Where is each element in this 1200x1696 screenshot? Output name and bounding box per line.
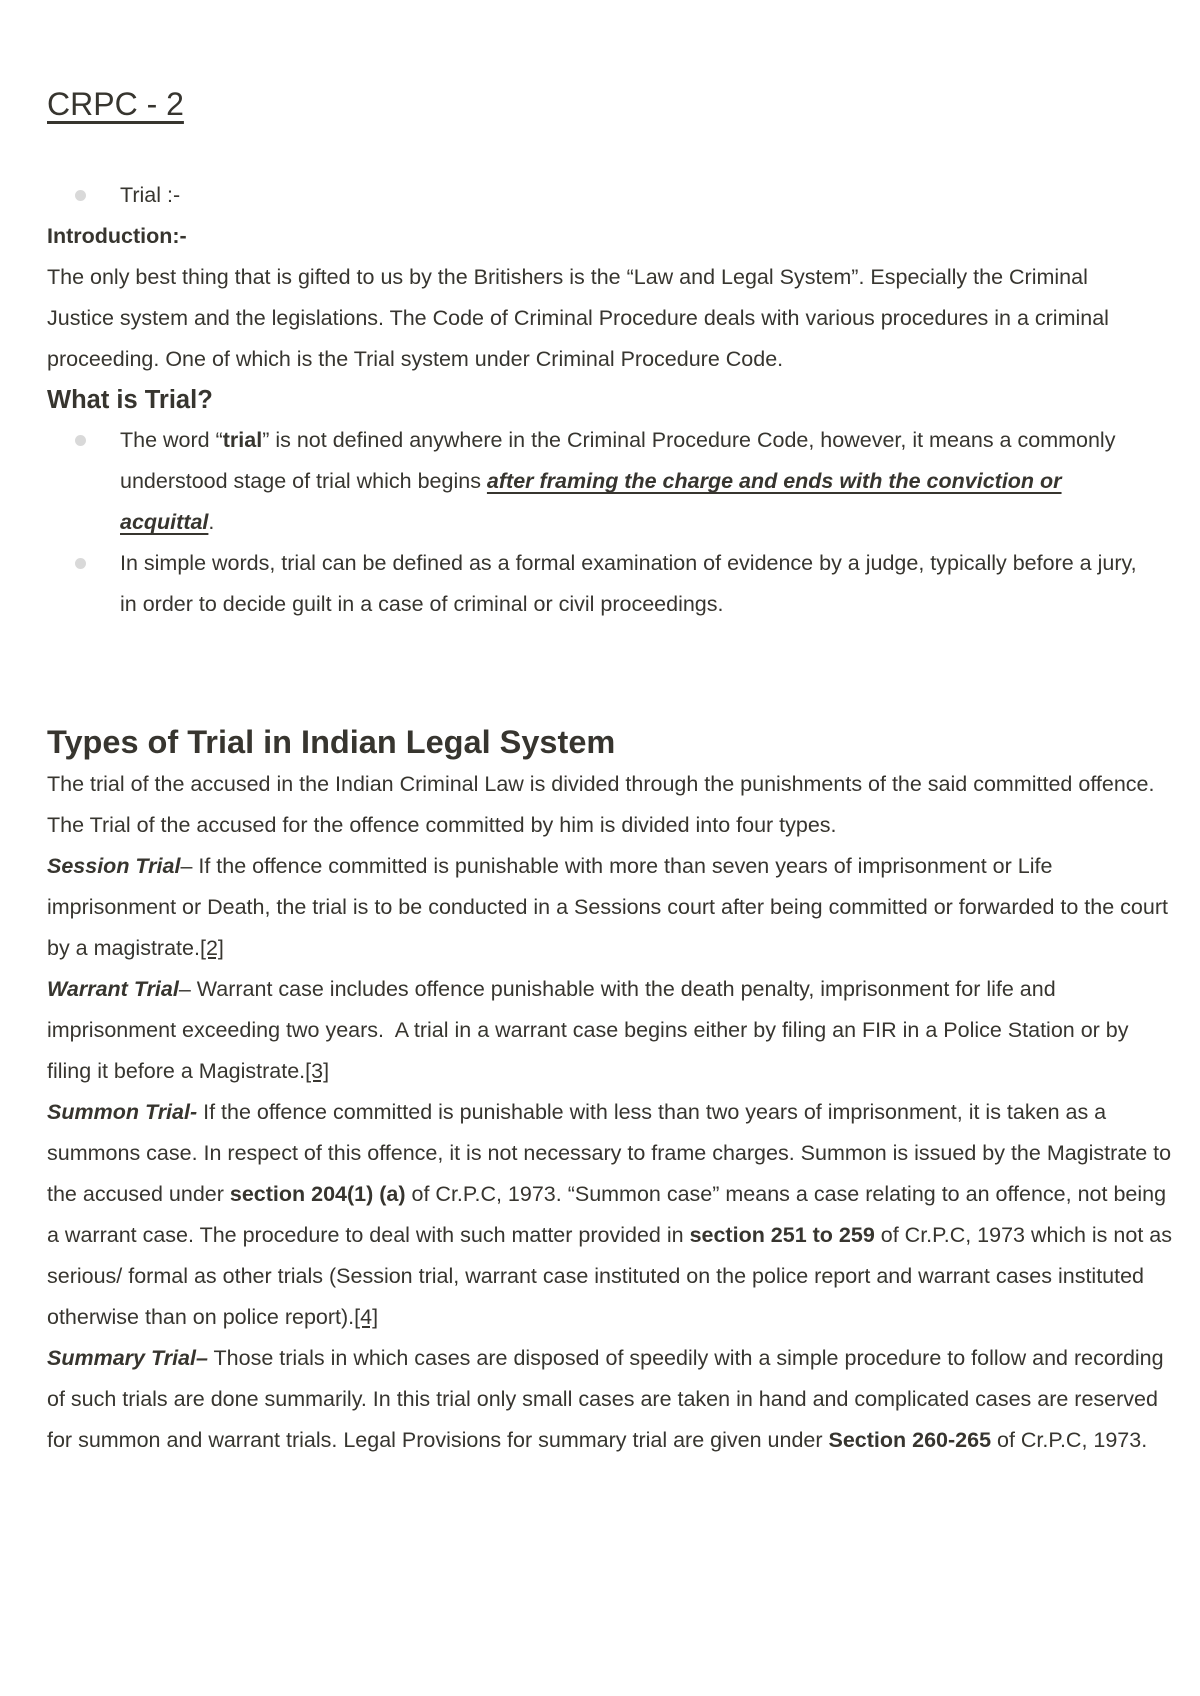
emphasis-text: after framing the charge and ends with the conviction or acquittal — [120, 469, 1062, 534]
text-segment: of Cr.P.C, 1973. — [991, 1428, 1148, 1452]
warrant-trial-label: Warrant Trial — [47, 977, 179, 1001]
text-segment: of Cr.P.C, 1973. “Summon case” means a case relating to an offence, not being a warrant case. The procedure to deal with such matter provided in — [47, 1182, 1167, 1247]
bullet-dot-icon — [75, 435, 86, 446]
list-item-text: Trial :- — [120, 183, 181, 207]
page-title: CRPC - 2 — [47, 86, 184, 122]
introduction-paragraph: The only best thing that is gifted to us by the Britishers is the “Law and Legal System”. Especially the Criminal Justice system and the legislations. The Code of Criminal Procedure deals with various procedures in a criminal proceeding. One of which is the Trial system under Criminal Procedure Code. — [47, 265, 1109, 371]
what-is-trial-heading: What is Trial? — [47, 386, 213, 414]
text-segment: If the offence committed is punishable with less than two years of imprisonment, it is taken as a summons case. In respect of this offence, it is not necessary to frame charges. Summon is issued by the Magistrate to the accused under — [47, 1100, 1172, 1206]
summon-trial-label: Summon Trial- — [47, 1100, 198, 1124]
footnote-link-4[interactable]: [4] — [354, 1305, 379, 1329]
types-section — [47, 720, 1172, 1461]
text-segment: – Warrant case includes offence punishable with the death penalty, imprisonment for life and imprisonment exceeding two years. A trial in a warrant case begins either by filing an FIR in a Police Station or by filing it before a Magistrate. — [47, 977, 1129, 1083]
text-segment: Those trials in which cases are disposed of speedily with a simple procedure to follow and recording of such trials are done summarily. In this trial only small cases are taken in hand and complicated cases are reserved for summon and warrant trials. Legal Provisions for summary trial are given under — [47, 1346, 1164, 1452]
text-segment: of Cr.P.C, 1973 which is not as serious/ formal as other trials (Session trial, warrant case instituted on the police report and warrant cases instituted otherwise than on police report). — [47, 1223, 1172, 1329]
session-trial-label: Session Trial — [47, 854, 181, 878]
introduction-heading: Introduction:- — [47, 224, 187, 248]
list-item-text: In simple words, trial can be defined as a formal examination of evidence by a judge, typically before a jury, in order to decide guilt in a case of criminal or civil proceedings. — [120, 551, 1137, 616]
section-ref: Section 260-265 — [828, 1428, 992, 1452]
text-segment: . — [208, 510, 215, 534]
footnote-link-3[interactable]: [3] — [305, 1059, 330, 1083]
text-segment: The word “ — [120, 428, 223, 452]
list-item-definition — [47, 420, 1157, 543]
types-intro-paragraph: The trial of the accused in the Indian Criminal Law is divided through the punishments of the said committed offence. The Trial of the accused for the offence committed by him is divided into four types. — [47, 772, 1155, 837]
list-item-simple-words — [47, 543, 1157, 625]
text-segment: ” is not defined anywhere in the Criminal Procedure Code, however, it means a commonly understood stage of trial which begins — [120, 428, 1116, 493]
summary-trial-label: Summary Trial– — [47, 1346, 208, 1370]
summary-trial-paragraph — [47, 1338, 1172, 1461]
list-item-trial — [47, 175, 1157, 216]
intro-section — [47, 175, 1157, 625]
text-segment: – If the offence committed is punishable with more than seven years of imprisonment or Life imprisonment or Death, the trial is to be conducted in a Sessions court after being committed or forwarded to the court by a magistrate. — [47, 854, 1168, 960]
warrant-trial-paragraph — [47, 969, 1172, 1092]
bullet-dot-icon — [75, 190, 86, 201]
summon-trial-paragraph — [47, 1092, 1172, 1338]
bullet-dot-icon — [75, 558, 86, 569]
session-trial-paragraph — [47, 846, 1172, 969]
types-heading: Types of Trial in Indian Legal System — [47, 724, 616, 760]
section-ref: section 204(1) (a) — [229, 1182, 406, 1206]
bold-term: trial — [222, 428, 263, 452]
section-ref: section 251 to 259 — [689, 1223, 875, 1247]
footnote-link-2[interactable]: [2] — [199, 936, 224, 960]
